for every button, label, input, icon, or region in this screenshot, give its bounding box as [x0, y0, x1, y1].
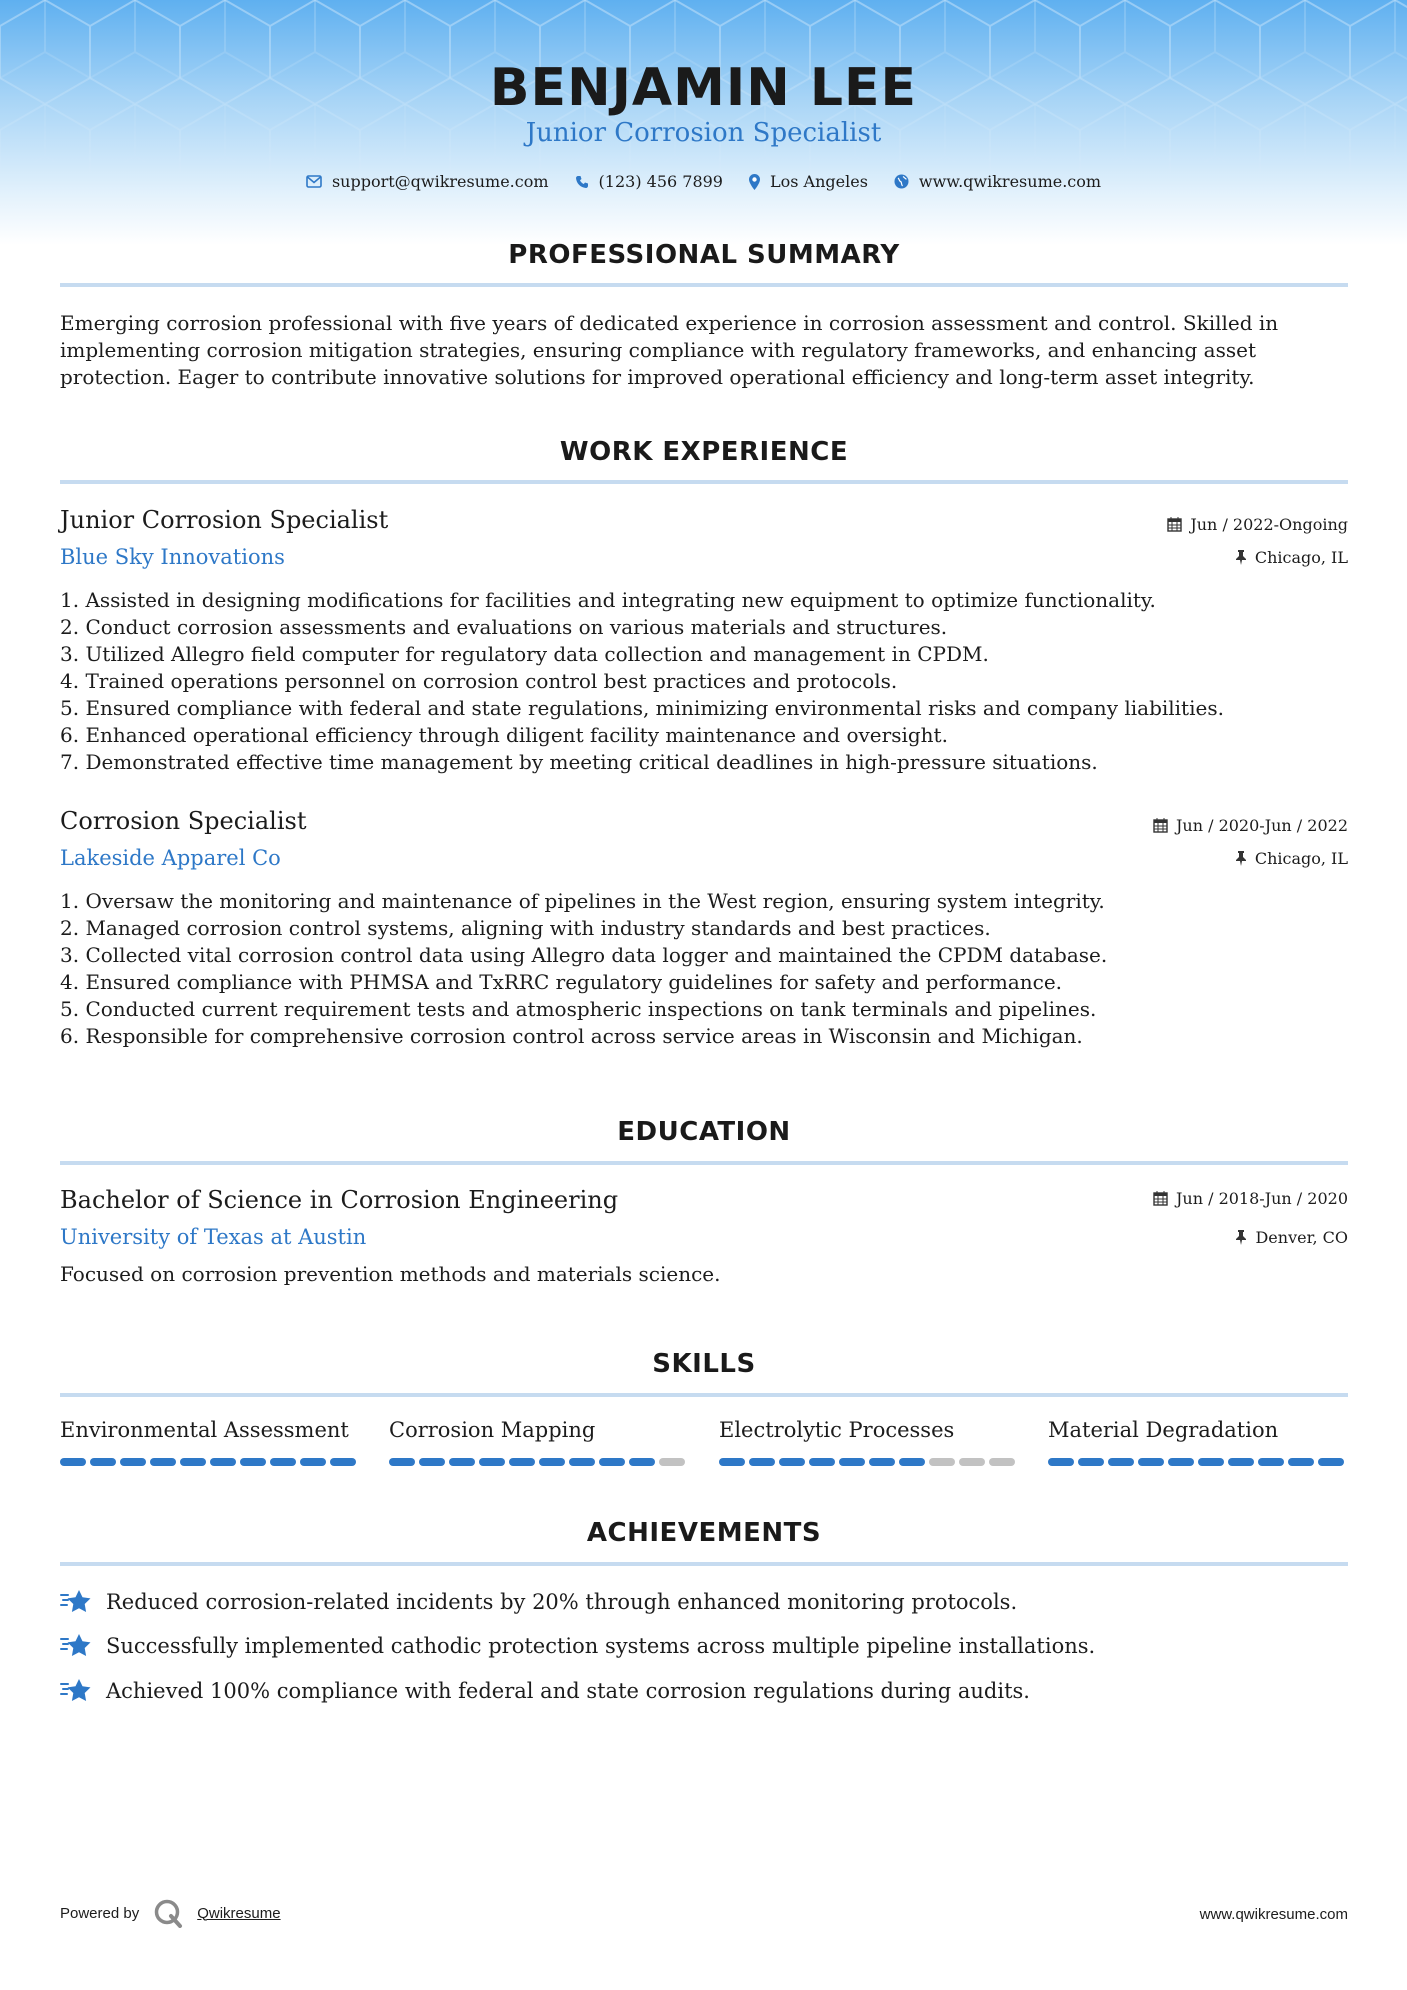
job-location-text: Chicago, IL	[1254, 849, 1348, 868]
phone-text: (123) 456 7899	[598, 172, 723, 191]
skill-segment-filled	[120, 1458, 146, 1466]
duty-item: 6. Responsible for comprehensive corrosion control across service areas in Wisconsin and Michigan.	[60, 1024, 1083, 1048]
skill-name: Material Degradation	[1048, 1418, 1279, 1442]
skill-segment-filled	[1288, 1458, 1314, 1466]
powered-by-label: Powered by	[60, 1904, 140, 1922]
skill-segment-filled	[330, 1458, 356, 1466]
skill-segment-filled	[809, 1458, 835, 1466]
skill-segment-filled	[419, 1458, 445, 1466]
achievements-divider	[60, 1562, 1348, 1566]
education-location	[1235, 1228, 1348, 1247]
job-dates	[1153, 816, 1348, 835]
skill-segment-filled	[719, 1458, 745, 1466]
achievement-item	[60, 1633, 1095, 1659]
achievement-text: Reduced corrosion-related incidents by 20% through enhanced monitoring protocols.	[106, 1590, 1018, 1614]
skill-segment-filled	[1198, 1458, 1224, 1466]
candidate-name: BENJAMIN LEE	[489, 58, 918, 118]
achievement-text: Achieved 100% compliance with federal and state corrosion regulations during audits.	[106, 1679, 1030, 1703]
duty-item: 3. Utilized Allegro field computer for regulatory data collection and management in CPDM.	[60, 642, 989, 666]
skill-segment-filled	[1318, 1458, 1344, 1466]
skill-name: Corrosion Mapping	[389, 1418, 596, 1442]
skill-segment-filled	[509, 1458, 535, 1466]
pin-icon	[1235, 1230, 1247, 1245]
star-icon	[60, 1633, 92, 1659]
job-dates-text: Jun / 2020-Jun / 2022	[1175, 816, 1348, 835]
calendar-icon	[1153, 1191, 1168, 1206]
globe-icon	[894, 174, 909, 189]
achievement-item	[60, 1678, 1030, 1704]
skill-segment-filled	[90, 1458, 116, 1466]
skill-segment-filled	[1108, 1458, 1134, 1466]
job-dates-text: Jun / 2022-Ongoing	[1190, 515, 1348, 534]
skills-heading: SKILLS	[652, 1349, 756, 1379]
summary-divider	[60, 283, 1348, 287]
duty-list	[60, 888, 1350, 1050]
duty-item: 6. Enhanced operational efficiency through diligent facility maintenance and oversight.	[60, 723, 948, 747]
skill-segment-filled	[270, 1458, 296, 1466]
skill-segment-filled	[1078, 1458, 1104, 1466]
skill-level-bar	[60, 1458, 360, 1466]
contact-phone[interactable]	[575, 172, 723, 191]
education-heading: EDUCATION	[617, 1117, 791, 1147]
skill-segment-filled	[869, 1458, 895, 1466]
skill-level-bar	[719, 1458, 1019, 1466]
contact-website[interactable]	[894, 172, 1101, 191]
skill-segment-filled	[749, 1458, 775, 1466]
email-text: support@qwikresume.com	[331, 172, 549, 191]
phone-icon	[575, 175, 589, 189]
duty-item: 7. Demonstrated effective time management by meeting critical deadlines in high-pressure situations.	[60, 750, 1098, 774]
candidate-role: Junior Corrosion Specialist	[525, 118, 882, 148]
education-location-text: Denver, CO	[1255, 1228, 1348, 1247]
star-icon	[60, 1678, 92, 1704]
skill-segment-empty	[659, 1458, 685, 1466]
duty-list	[60, 587, 1350, 776]
calendar-icon	[1153, 818, 1168, 833]
skill-name: Electrolytic Processes	[719, 1418, 955, 1442]
summary-text: Emerging corrosion professional with five years of dedicated experience in corrosion assessment and control. Skilled in implementing corrosion mitigation strategies, ensuring compliance with regulatory frameworks, and enhancing asset protection. Eager to contribute innovative solutions for improved operational efficiency and long-term asset integrity.	[60, 311, 1279, 389]
achievement-item	[60, 1589, 1017, 1615]
education-divider	[60, 1161, 1348, 1165]
achievement-text: Successfully implemented cathodic protection systems across multiple pipeline installations.	[106, 1634, 1096, 1658]
skill-segment-filled	[1258, 1458, 1284, 1466]
skill-item	[389, 1418, 689, 1466]
qwikresume-logo	[153, 1898, 183, 1928]
contact-email[interactable]	[306, 172, 549, 191]
contact-bar	[0, 172, 1407, 191]
map-marker-icon	[749, 174, 760, 190]
education-dates-text: Jun / 2018-Jun / 2020	[1175, 1189, 1348, 1208]
contact-location	[749, 172, 868, 191]
skill-segment-filled	[180, 1458, 206, 1466]
footer-powered-by	[60, 1898, 281, 1928]
skill-item	[1048, 1418, 1348, 1466]
job-title: Corrosion Specialist	[60, 807, 307, 835]
job-location	[1235, 849, 1348, 868]
skill-segment-empty	[959, 1458, 985, 1466]
skill-segment-filled	[479, 1458, 505, 1466]
skill-segment-filled	[539, 1458, 565, 1466]
pin-icon	[1235, 851, 1247, 866]
education-description: Focused on corrosion prevention methods and materials science.	[60, 1262, 721, 1286]
skill-segment-empty	[929, 1458, 955, 1466]
skill-segment-filled	[1048, 1458, 1074, 1466]
duty-item: 4. Ensured compliance with PHMSA and TxRRC regulatory guidelines for safety and performance.	[60, 970, 1063, 994]
school-name: University of Texas at Austin	[60, 1225, 367, 1249]
company-name: Lakeside Apparel Co	[60, 846, 281, 870]
education-dates	[1153, 1189, 1348, 1208]
skill-segment-filled	[389, 1458, 415, 1466]
job-location	[1235, 548, 1348, 567]
duty-item: 3. Collected vital corrosion control data using Allegro data logger and maintained the CPDM database.	[60, 943, 1108, 967]
duty-item: 5. Conducted current requirement tests and atmospheric inspections on tank terminals and pipelines.	[60, 997, 1097, 1021]
skill-segment-filled	[629, 1458, 655, 1466]
duty-item: 1. Assisted in designing modifications for facilities and integrating new equipment to optimize functionality.	[60, 588, 1156, 612]
brand-link[interactable]: Qwikresume	[197, 1904, 281, 1922]
duty-item: 4. Trained operations personnel on corrosion control best practices and protocols.	[60, 669, 898, 693]
skill-segment-filled	[839, 1458, 865, 1466]
skill-segment-empty	[989, 1458, 1015, 1466]
skill-level-bar	[1048, 1458, 1348, 1466]
skill-segment-filled	[1168, 1458, 1194, 1466]
skill-segment-filled	[599, 1458, 625, 1466]
experience-divider	[60, 480, 1348, 484]
skill-segment-filled	[1228, 1458, 1254, 1466]
skill-segment-filled	[899, 1458, 925, 1466]
skill-segment-filled	[240, 1458, 266, 1466]
skill-segment-filled	[150, 1458, 176, 1466]
duty-item: 1. Oversaw the monitoring and maintenance of pipelines in the West region, ensuring system integrity.	[60, 889, 1105, 913]
job-title: Junior Corrosion Specialist	[60, 506, 389, 534]
duty-item: 2. Managed corrosion control systems, aligning with industry standards and best practices.	[60, 916, 991, 940]
degree-title: Bachelor of Science in Corrosion Engineering	[60, 1186, 619, 1214]
star-icon	[60, 1589, 92, 1615]
skills-divider	[60, 1393, 1348, 1397]
envelope-icon	[306, 175, 322, 188]
skill-segment-filled	[1138, 1458, 1164, 1466]
website-text: www.qwikresume.com	[918, 172, 1102, 191]
job-location-text: Chicago, IL	[1254, 548, 1348, 567]
location-text: Los Angeles	[769, 172, 868, 191]
experience-heading: WORK EXPERIENCE	[559, 437, 849, 467]
summary-heading: PROFESSIONAL SUMMARY	[508, 240, 900, 270]
skill-segment-filled	[569, 1458, 595, 1466]
skill-name: Environmental Assessment	[60, 1418, 349, 1442]
achievements-heading: ACHIEVEMENTS	[586, 1518, 822, 1548]
footer-website[interactable]: www.qwikresume.com	[1199, 1906, 1348, 1923]
job-dates	[1167, 515, 1348, 534]
skill-segment-filled	[449, 1458, 475, 1466]
pin-icon	[1235, 550, 1247, 565]
company-name: Blue Sky Innovations	[60, 545, 285, 569]
skill-level-bar	[389, 1458, 689, 1466]
skill-segment-filled	[210, 1458, 236, 1466]
skill-segment-filled	[779, 1458, 805, 1466]
skill-segment-filled	[60, 1458, 86, 1466]
duty-item: 2. Conduct corrosion assessments and evaluations on various materials and structures.	[60, 615, 948, 639]
skill-segment-filled	[300, 1458, 326, 1466]
duty-item: 5. Ensured compliance with federal and state regulations, minimizing environmental risks and company liabilities.	[60, 696, 1224, 720]
skill-item	[60, 1418, 360, 1466]
skill-item	[719, 1418, 1019, 1466]
calendar-icon	[1167, 517, 1182, 532]
